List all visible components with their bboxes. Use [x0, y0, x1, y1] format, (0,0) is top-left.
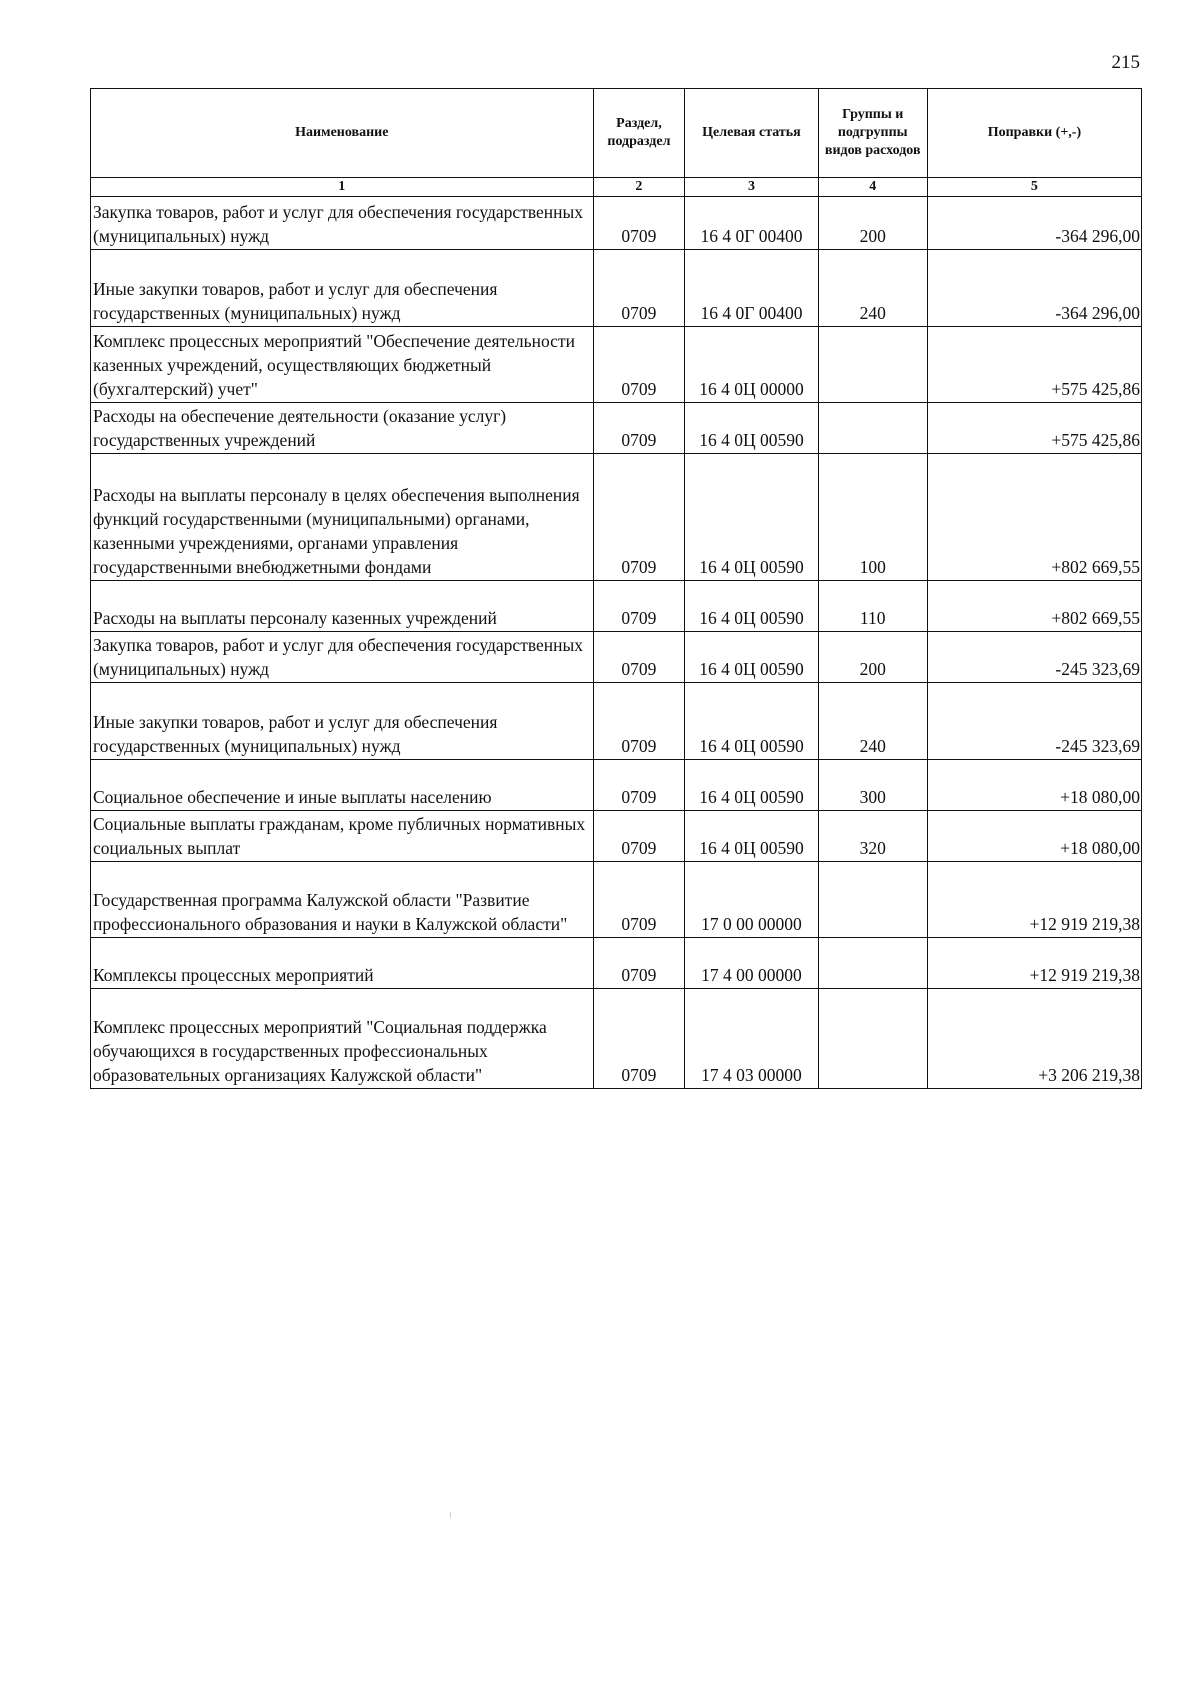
row-section: 0709	[593, 989, 685, 1089]
row-name: Иные закупки товаров, работ и услуг для обеспечения государственных (муниципальных) нужд	[91, 683, 594, 760]
table-row	[91, 632, 1142, 683]
row-target: 16 4 0Г 00400	[685, 197, 818, 250]
row-section: 0709	[593, 250, 685, 327]
row-group: 200	[818, 632, 927, 683]
row-section: 0709	[593, 454, 685, 581]
row-group: 240	[818, 250, 927, 327]
row-section: 0709	[593, 938, 685, 989]
row-name: Социальные выплаты гражданам, кроме публичных нормативных социальных выплат	[91, 811, 594, 862]
row-section: 0709	[593, 403, 685, 454]
row-amount: +18 080,00	[927, 811, 1141, 862]
row-section: 0709	[593, 862, 685, 938]
table-row	[91, 811, 1142, 862]
scan-mark	[450, 1512, 451, 1518]
row-section: 0709	[593, 327, 685, 403]
row-amount: +18 080,00	[927, 760, 1141, 811]
row-name: Социальное обеспечение и иные выплаты населению	[91, 760, 594, 811]
row-name: Комплексы процессных мероприятий	[91, 938, 594, 989]
row-name: Расходы на выплаты персоналу казенных учреждений	[91, 581, 594, 632]
row-group	[818, 989, 927, 1089]
row-target: 17 4 00 00000	[685, 938, 818, 989]
row-name: Расходы на обеспечение деятельности (оказание услуг) государственных учреждений	[91, 403, 594, 454]
header-section: Раздел, подраздел	[593, 89, 685, 178]
row-name: Иные закупки товаров, работ и услуг для обеспечения государственных (муниципальных) нужд	[91, 250, 594, 327]
header-name: Наименование	[91, 89, 594, 178]
column-number: 3	[685, 178, 818, 197]
row-amount: -364 296,00	[927, 197, 1141, 250]
table-row	[91, 403, 1142, 454]
row-section: 0709	[593, 683, 685, 760]
row-target: 16 4 0Ц 00590	[685, 403, 818, 454]
row-amount: -245 323,69	[927, 683, 1141, 760]
header-groups: Группы и подгруппы видов расходов	[818, 89, 927, 178]
row-target: 17 4 03 00000	[685, 989, 818, 1089]
header-row	[91, 89, 1142, 178]
row-group: 100	[818, 454, 927, 581]
budget-amendments-table	[90, 88, 1142, 1089]
row-group	[818, 327, 927, 403]
row-amount: -245 323,69	[927, 632, 1141, 683]
row-section: 0709	[593, 581, 685, 632]
row-target: 16 4 0Ц 00590	[685, 581, 818, 632]
row-section: 0709	[593, 632, 685, 683]
row-name: Комплекс процессных мероприятий "Обеспечение деятельности казенных учреждений, осуществляющих бюджетный (бухгалтерский) учет"	[91, 327, 594, 403]
row-target: 16 4 0Ц 00590	[685, 454, 818, 581]
row-section: 0709	[593, 811, 685, 862]
row-amount: -364 296,00	[927, 250, 1141, 327]
row-amount: +575 425,86	[927, 403, 1141, 454]
row-name: Комплекс процессных мероприятий "Социальная поддержка обучающихся в государственных профессиональных образовательных организациях Калужской области"	[91, 989, 594, 1089]
row-target: 16 4 0Ц 00000	[685, 327, 818, 403]
row-amount: +3 206 219,38	[927, 989, 1141, 1089]
row-section: 0709	[593, 197, 685, 250]
table-row	[91, 989, 1142, 1089]
table-row	[91, 327, 1142, 403]
row-group	[818, 862, 927, 938]
row-target: 16 4 0Ц 00590	[685, 632, 818, 683]
row-target: 16 4 0Г 00400	[685, 250, 818, 327]
row-group: 240	[818, 683, 927, 760]
row-amount: +12 919 219,38	[927, 862, 1141, 938]
table-row	[91, 197, 1142, 250]
column-number: 1	[91, 178, 594, 197]
column-number: 2	[593, 178, 685, 197]
header-target: Целевая статья	[685, 89, 818, 178]
row-target: 17 0 00 00000	[685, 862, 818, 938]
row-target: 16 4 0Ц 00590	[685, 760, 818, 811]
row-group: 320	[818, 811, 927, 862]
table-row	[91, 250, 1142, 327]
row-group: 300	[818, 760, 927, 811]
row-amount: +802 669,55	[927, 454, 1141, 581]
row-amount: +12 919 219,38	[927, 938, 1141, 989]
table-row	[91, 938, 1142, 989]
header-amendments: Поправки (+,-)	[927, 89, 1141, 178]
table-row	[91, 581, 1142, 632]
row-group: 110	[818, 581, 927, 632]
column-number-row	[91, 178, 1142, 197]
table-row	[91, 760, 1142, 811]
row-name: Закупка товаров, работ и услуг для обеспечения государственных (муниципальных) нужд	[91, 632, 594, 683]
table-row	[91, 862, 1142, 938]
row-name: Государственная программа Калужской области "Развитие профессионального образования и науки в Калужской области"	[91, 862, 594, 938]
table-row	[91, 454, 1142, 581]
page-number: 215	[1111, 52, 1140, 73]
row-target: 16 4 0Ц 00590	[685, 683, 818, 760]
row-group: 200	[818, 197, 927, 250]
table-row	[91, 683, 1142, 760]
row-name: Закупка товаров, работ и услуг для обеспечения государственных (муниципальных) нужд	[91, 197, 594, 250]
row-amount: +802 669,55	[927, 581, 1141, 632]
row-target: 16 4 0Ц 00590	[685, 811, 818, 862]
row-group	[818, 938, 927, 989]
row-section: 0709	[593, 760, 685, 811]
column-number: 4	[818, 178, 927, 197]
row-group	[818, 403, 927, 454]
column-number: 5	[927, 178, 1141, 197]
row-name: Расходы на выплаты персоналу в целях обеспечения выполнения функций государственными (муниципальными) органами, казенными учреждениями, органами управления государственными внебюджетными фондами	[91, 454, 594, 581]
row-amount: +575 425,86	[927, 327, 1141, 403]
